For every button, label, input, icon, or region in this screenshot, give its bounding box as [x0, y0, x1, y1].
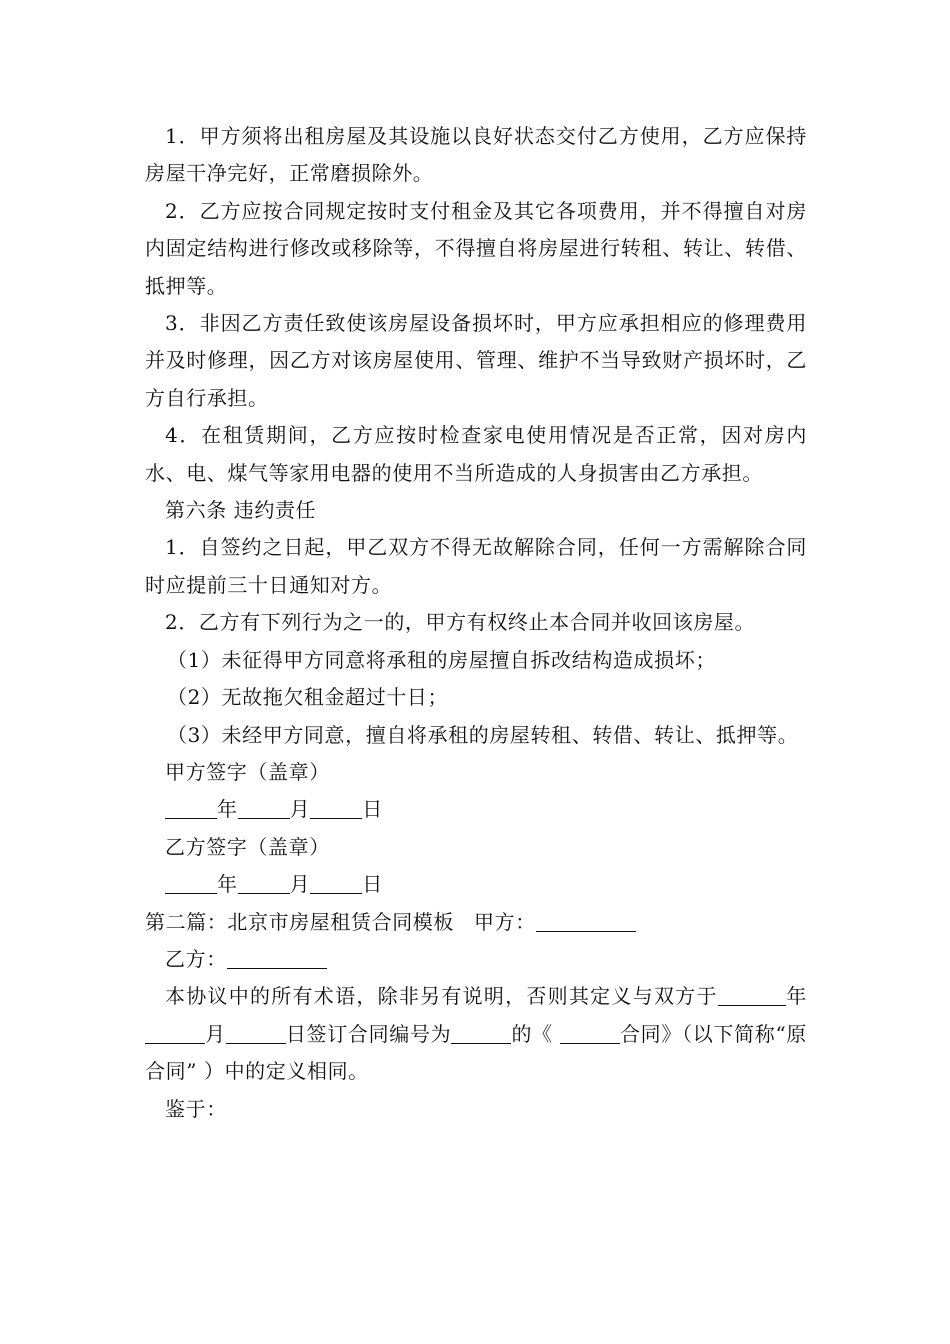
part-two-title: 第二篇：北京市房屋租赁合同模板: [145, 909, 454, 934]
blank-day[interactable]: [310, 798, 362, 819]
blank-month[interactable]: [238, 798, 290, 819]
blank-year[interactable]: [165, 873, 217, 894]
date-line: 年 月 日: [145, 866, 807, 903]
blank-agreement-day[interactable]: [226, 1023, 286, 1044]
blank-year[interactable]: [165, 798, 217, 819]
blank-contract-number[interactable]: [451, 1023, 511, 1044]
clause-paragraph: 1．甲方须将出租房屋及其设施以良好状态交付乙方使用，乙方应保持房屋干净完好，正常磨损除外。: [145, 124, 807, 186]
party-b-blank[interactable]: [227, 948, 327, 969]
whereas-label: 鉴于：: [165, 1096, 227, 1121]
clause-paragraph: 3．非因乙方责任致使该房屋设备损坏时，甲方应承担相应的修理费用并及时修理，因乙方对该房屋使用、管理、维护不当导致财产损坏时，乙方自行承担。: [145, 311, 807, 410]
blank-day[interactable]: [310, 873, 362, 894]
blank-agreement-month[interactable]: [145, 1023, 205, 1044]
clause-subitem: （2）无故拖欠租金超过十日；: [167, 685, 449, 710]
blank-agreement-year[interactable]: [718, 985, 786, 1006]
party-b-signature-label: 乙方签字（盖章）: [165, 834, 330, 859]
party-b-label: 乙方：: [165, 946, 227, 971]
party-a-signature-label: 甲方签字（盖章）: [165, 759, 330, 784]
blank-contract-name[interactable]: [560, 1023, 620, 1044]
article-heading: 第六条 违约责任: [165, 498, 317, 523]
part-two-title-line: [145, 904, 807, 941]
party-a-blank[interactable]: [536, 911, 636, 932]
blank-month[interactable]: [238, 873, 290, 894]
party-a-label: 甲方：: [474, 909, 536, 934]
clause-paragraph: 1．自签约之日起，甲乙双方不得无故解除合同，任何一方需解除合同时应提前三十日通知对方。: [145, 535, 807, 597]
clause-paragraph: 2．乙方有下列行为之一的，甲方有权终止本合同并收回该房屋。: [165, 610, 756, 635]
agreement-paragraph: 本协议中的所有术语，除非另有说明，否则其定义与双方于 年月 日签订合同编号为 的《 合同》（以下简称“原合同” ）中的定义相同。: [145, 984, 807, 1084]
clause-paragraph: 4．在租赁期间，乙方应按时检查家电使用情况是否正常，因对房内水、电、煤气等家用电器的使用不当所造成的人身损害由乙方承担。: [145, 423, 807, 485]
clause-subitem: （1）未征得甲方同意将承租的房屋擅自拆改结构造成损坏；: [167, 647, 716, 672]
clause-paragraph: 2．乙方应按合同规定按时支付租金及其它各项费用，并不得擅自对房内固定结构进行修改或移除等，不得擅自将房屋进行转租、转让、转借、抵押等。: [145, 198, 807, 298]
clause-subitem: （3）未经甲方同意，擅自将承租的房屋转租、转借、转让、抵押等。: [167, 722, 799, 747]
document-body: [145, 118, 807, 1128]
party-b-line: [145, 941, 807, 978]
date-line: 年 月 日: [145, 791, 807, 828]
